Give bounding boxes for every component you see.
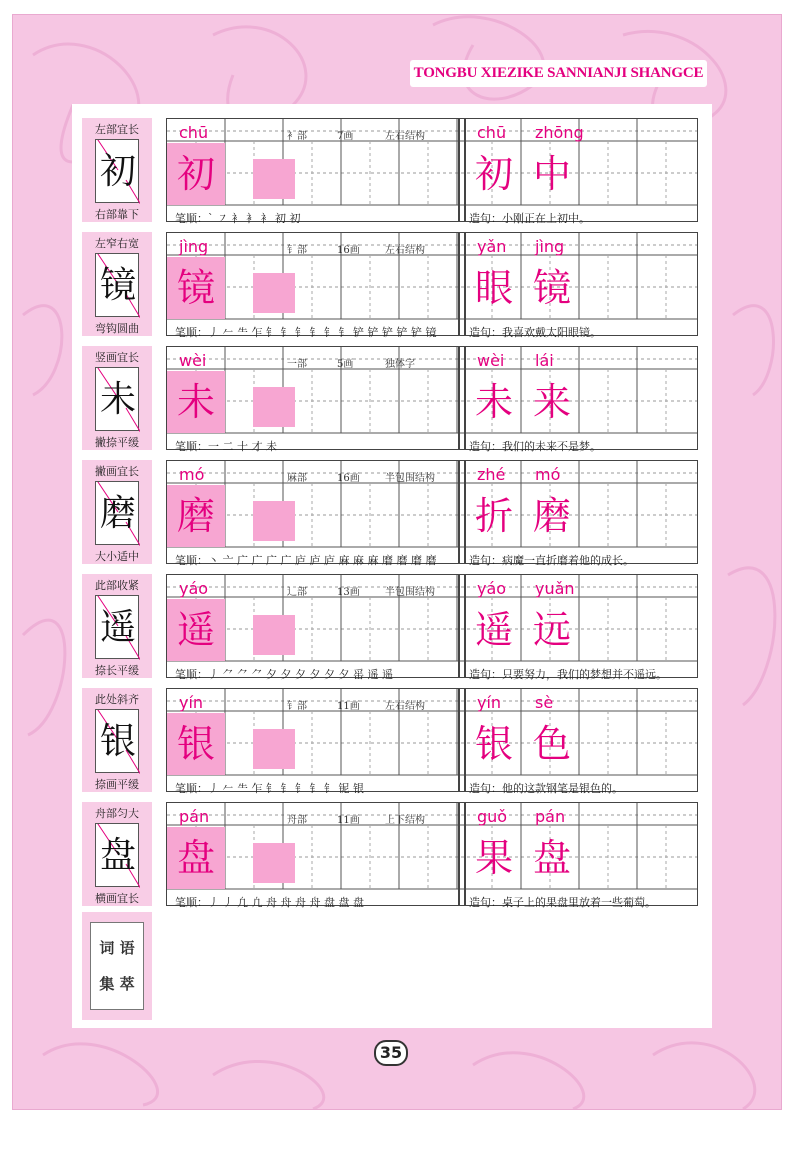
tip-bottom: 弯钩圆曲 bbox=[95, 322, 139, 335]
word-char: 磨 bbox=[532, 494, 571, 538]
vocab-section bbox=[82, 912, 698, 1022]
radical: 钅部 bbox=[287, 245, 307, 256]
stroke-order: 笔顺：` ㇇ 衤 衤 衤 初 初 bbox=[175, 212, 301, 225]
tip-bottom: 大小适中 bbox=[95, 550, 139, 563]
word-char: 盘 bbox=[532, 836, 571, 880]
model-char: 遥 bbox=[99, 607, 136, 648]
grid-lines bbox=[167, 347, 697, 449]
practice-grid bbox=[166, 118, 698, 225]
model-char-block bbox=[82, 232, 152, 336]
pinyin: mó bbox=[179, 465, 205, 484]
model-char-box bbox=[95, 139, 139, 203]
character-row bbox=[82, 218, 698, 339]
stroke-count: 13画 bbox=[337, 587, 360, 598]
word-char: 未 bbox=[474, 380, 513, 424]
model-char-box bbox=[95, 481, 139, 545]
stroke-count: 16画 bbox=[337, 245, 360, 256]
trace-char: 遥 bbox=[167, 599, 225, 661]
pinyin: jìng bbox=[179, 237, 209, 256]
grid-lines bbox=[167, 233, 697, 335]
vocab-label-char: 集 萃 bbox=[99, 975, 135, 993]
trace-char: 未 bbox=[167, 371, 225, 433]
tip-top: 此处斜齐 bbox=[95, 693, 139, 706]
stroke-count: 16画 bbox=[337, 473, 360, 484]
word-char: 果 bbox=[474, 836, 513, 880]
pinyin: wèi bbox=[179, 351, 207, 370]
word-pinyin: pán bbox=[535, 807, 566, 826]
tip-bottom: 撇捺平缓 bbox=[95, 436, 139, 449]
practice-grid bbox=[166, 802, 698, 909]
model-char-block bbox=[82, 574, 152, 678]
radical: 辶部 bbox=[287, 587, 307, 598]
character-row bbox=[82, 788, 698, 909]
stroke-order: 笔顺：一 二 十 才 未 bbox=[175, 440, 277, 453]
word-char: 来 bbox=[532, 380, 571, 424]
model-char-block bbox=[82, 118, 152, 222]
model-char: 银 bbox=[99, 721, 136, 762]
structure-type: 半包围结构 bbox=[385, 587, 435, 598]
tip-top: 撇画宜长 bbox=[95, 465, 139, 478]
stroke-order: 笔顺：丿 ⺈ ⺈ ⺈ 夕 夕 夕 夕 夕 夕 䍃 遥 遥 bbox=[175, 668, 393, 681]
stroke-count: 11画 bbox=[337, 815, 360, 826]
model-char: 初 bbox=[99, 151, 136, 192]
example-sentence: 造句：病魔一直折磨着他的成长。 bbox=[469, 554, 634, 567]
model-char-box bbox=[95, 823, 139, 887]
model-char: 镜 bbox=[99, 265, 136, 306]
tip-top: 左窄右宽 bbox=[95, 237, 139, 250]
vocab-label-block bbox=[82, 912, 152, 1020]
vocab-label-char: 词 语 bbox=[99, 939, 135, 957]
example-sentence: 造句：桌子上的果盘里放着一些葡萄。 bbox=[469, 896, 656, 909]
word-pinyin: wèi bbox=[477, 351, 505, 370]
tip-bottom: 捺画平缓 bbox=[95, 778, 139, 791]
stroke-shape-hint bbox=[253, 615, 295, 655]
pinyin: yín bbox=[179, 693, 204, 712]
character-row bbox=[82, 446, 698, 567]
tip-top: 左部宜长 bbox=[95, 123, 139, 136]
practice-grid bbox=[166, 346, 698, 453]
trace-char: 磨 bbox=[167, 485, 225, 547]
tip-top: 舟部匀大 bbox=[95, 807, 139, 820]
stroke-shape-hint bbox=[253, 843, 295, 883]
stroke-order: 笔顺：丿 𠂉 ⺧ 乍 钅 钅 钅 钅 钅 铌 银 bbox=[175, 782, 364, 795]
model-char-box bbox=[95, 595, 139, 659]
tip-bottom: 右部靠下 bbox=[95, 208, 139, 221]
word-pinyin: zhé bbox=[477, 465, 506, 484]
trace-char: 银 bbox=[167, 713, 225, 775]
tip-bottom: 捺长平缓 bbox=[95, 664, 139, 677]
pinyin: chū bbox=[179, 123, 209, 142]
vocab-label-box bbox=[90, 922, 144, 1010]
word-pinyin: lái bbox=[535, 351, 554, 370]
stroke-count: 11画 bbox=[337, 701, 360, 712]
model-char: 磨 bbox=[99, 493, 136, 534]
model-char-box bbox=[95, 367, 139, 431]
stroke-order: 笔顺：丶 亠 广 广 广 广 庐 庐 庐 麻 麻 麻 磨 磨 磨 磨 bbox=[175, 554, 437, 567]
character-row bbox=[82, 104, 698, 225]
model-char-block bbox=[82, 346, 152, 450]
structure-type: 左右结构 bbox=[385, 131, 425, 142]
word-pinyin: sè bbox=[535, 693, 554, 712]
stroke-count: 5画 bbox=[337, 359, 354, 370]
word-pinyin: yín bbox=[477, 693, 502, 712]
structure-type: 半包围结构 bbox=[385, 473, 435, 484]
character-row bbox=[82, 560, 698, 681]
word-pinyin: chū bbox=[477, 123, 507, 142]
stroke-shape-hint bbox=[253, 159, 295, 199]
model-char-block bbox=[82, 460, 152, 564]
word-pinyin: yuǎn bbox=[535, 579, 575, 598]
word-pinyin: guǒ bbox=[477, 807, 508, 826]
practice-grid bbox=[166, 574, 698, 681]
example-sentence: 造句：我们的未来不是梦。 bbox=[469, 440, 601, 453]
word-char: 眼 bbox=[474, 266, 513, 310]
structure-type: 左右结构 bbox=[385, 701, 425, 712]
trace-char: 盘 bbox=[167, 827, 225, 889]
trace-char: 镜 bbox=[167, 257, 225, 319]
radical: 衤部 bbox=[287, 131, 307, 142]
example-sentence: 造句：小刚正在上初中。 bbox=[469, 212, 590, 225]
structure-type: 上下结构 bbox=[385, 815, 425, 826]
tip-top: 此部收紧 bbox=[95, 579, 139, 592]
word-pinyin: yǎn bbox=[477, 237, 507, 256]
word-char: 远 bbox=[532, 608, 571, 652]
character-row bbox=[82, 674, 698, 795]
example-sentence: 造句：他的这款钢笔是银色的。 bbox=[469, 782, 623, 795]
tip-bottom: 横画宜长 bbox=[95, 892, 139, 905]
structure-type: 左右结构 bbox=[385, 245, 425, 256]
stroke-count: 7画 bbox=[337, 131, 354, 142]
radical: 麻部 bbox=[287, 473, 307, 484]
word-char: 银 bbox=[474, 722, 513, 766]
trace-char: 初 bbox=[167, 143, 225, 205]
stroke-shape-hint bbox=[253, 387, 295, 427]
practice-grid bbox=[166, 688, 698, 795]
example-sentence: 造句：我喜欢戴太阳眼镜。 bbox=[469, 326, 601, 339]
model-char-box bbox=[95, 709, 139, 773]
stroke-order: 笔顺：丿 丿 凢 凢 舟 舟 舟 舟 盘 盘 盘 bbox=[175, 896, 364, 909]
stroke-shape-hint bbox=[253, 273, 295, 313]
tip-top: 竖画宜长 bbox=[95, 351, 139, 364]
example-sentence: 造句：只要努力，我们的梦想并不遥远。 bbox=[469, 668, 667, 681]
word-char: 初 bbox=[474, 152, 513, 196]
model-char: 未 bbox=[99, 379, 136, 420]
model-char-block bbox=[82, 688, 152, 792]
radical: 钅部 bbox=[287, 701, 307, 712]
word-char: 折 bbox=[474, 494, 513, 538]
stroke-order: 笔顺：丿 𠂉 ⺧ 乍 钅 钅 钅 钅 钅 钅 铲 铲 铲 铲 铲 镜 bbox=[175, 326, 437, 339]
page-number: 35 bbox=[374, 1040, 408, 1066]
grid-lines bbox=[167, 689, 697, 791]
word-char: 镜 bbox=[532, 266, 571, 310]
word-pinyin: mó bbox=[535, 465, 561, 484]
model-char: 盘 bbox=[99, 835, 136, 876]
stroke-shape-hint bbox=[253, 729, 295, 769]
word-pinyin: zhōng bbox=[535, 123, 584, 142]
model-char-block bbox=[82, 802, 152, 906]
word-char: 色 bbox=[532, 722, 571, 766]
word-char: 遥 bbox=[474, 608, 513, 652]
practice-grid bbox=[166, 460, 698, 567]
radical: 一部 bbox=[287, 359, 307, 370]
book-header-title: TONGBU XIEZIKE SANNIANJI SHANGCE bbox=[410, 60, 707, 87]
structure-type: 独体字 bbox=[385, 359, 415, 370]
radical: 舟部 bbox=[287, 815, 307, 826]
grid-lines bbox=[167, 803, 697, 905]
grid-lines bbox=[167, 119, 697, 221]
character-row bbox=[82, 332, 698, 453]
word-char: 中 bbox=[532, 152, 571, 196]
stroke-shape-hint bbox=[253, 501, 295, 541]
pinyin: yáo bbox=[179, 579, 209, 598]
pinyin: pán bbox=[179, 807, 210, 826]
word-pinyin: jìng bbox=[535, 237, 565, 256]
word-pinyin: yáo bbox=[477, 579, 507, 598]
practice-grid bbox=[166, 232, 698, 339]
model-char-box bbox=[95, 253, 139, 317]
